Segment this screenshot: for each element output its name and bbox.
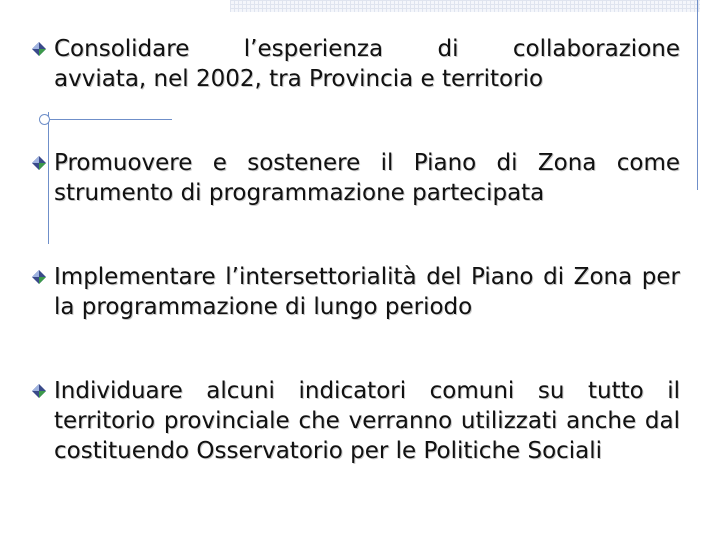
decorative-grid-panel — [230, 0, 700, 12]
bullet-text-line: avviata, nel 2002, tra Provincia e territorio — [54, 66, 544, 92]
diamond-bullet-icon — [32, 270, 46, 284]
bullet-text-line: Consolidare l’esperienza di collaborazione — [54, 36, 680, 62]
diamond-bullet-icon — [32, 384, 46, 398]
bullet-text: Implementare l’intersettorialità del Piano di Zona per la programmazione di lungo periodo — [54, 264, 680, 320]
diamond-bullet-icon — [32, 156, 46, 170]
bullet-list — [30, 34, 680, 466]
bullet-item — [30, 148, 680, 208]
bullet-text: Promuovere e sostenere il Piano di Zona come strumento di programmazione partecipata — [54, 150, 680, 206]
bullet-item — [30, 262, 680, 322]
decorative-vertical-line-right — [697, 0, 698, 190]
diamond-bullet-icon — [32, 42, 46, 56]
bullet-text: Individuare alcuni indicatori comuni su tutto il territorio provinciale che verranno utilizzati anche dal costituendo Osservatorio per le Politiche Sociali — [54, 378, 680, 464]
bullet-item — [30, 34, 680, 94]
bullet-item — [30, 376, 680, 466]
